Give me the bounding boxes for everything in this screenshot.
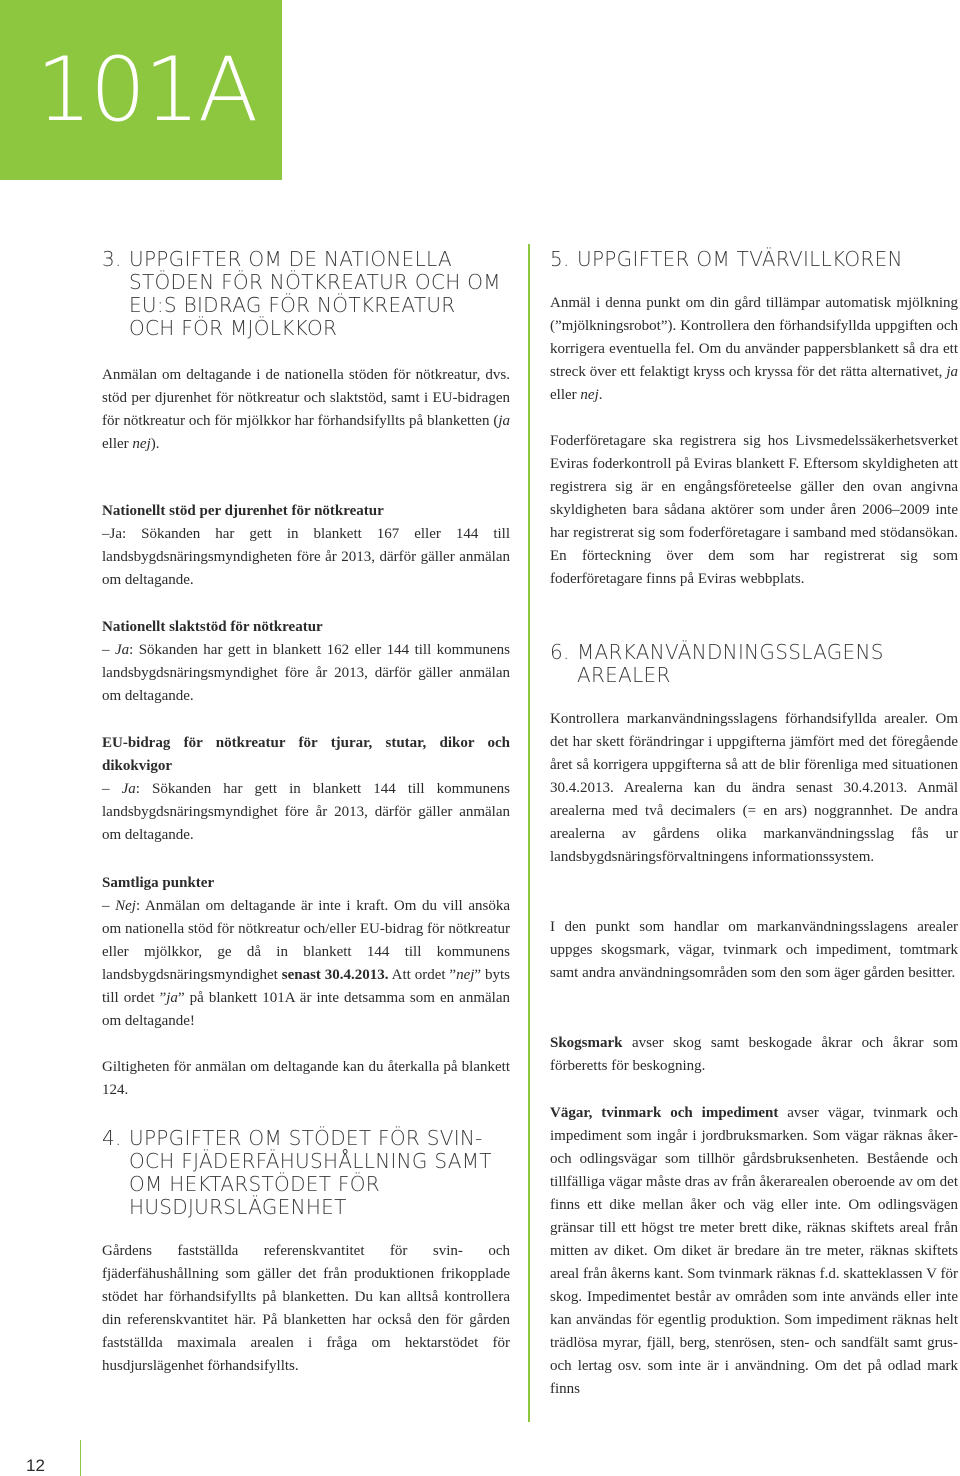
giltighet-paragraph: Giltigheten för anmälan om deltagande kan du återkalla på blankett 124. [102,1059,510,1098]
skogsmark-paragraph: Skogsmark avser skog samt beskogade åkrar och åkrar som förberetts för beskogning. [550,1035,958,1074]
vagar-label: Vägar, tvinmark och impediment [550,1105,779,1121]
page-number: 12 [26,1456,45,1475]
stod-djurenhet-paragraph: Nationellt stöd per djurenhet för nötkreatur –Ja: Sökanden har gett in blankett 167 eller 144 till landsbygdsnäringsmyndigheten före år 2013, därför gäller anmälan om deltagande. [102,503,510,588]
stod-djurenhet-label: Nationellt stöd per djurenhet för nötkreatur [102,503,384,519]
section-3-heading: 3. UPPGIFTER OM DE NATIONELLA STÖDEN FÖR NÖTKREATUR OCH OM EU:S BIDRAG FÖR NÖTKREATUR OCH FÖR MJÖLKKOR [102,247,501,340]
section-5-heading: 5. UPPGIFTER OM TVÄRVILLKOREN [550,247,903,271]
section-6-text-2: I den punkt som handlar om markanvändningsslagens arealer uppges skogsmark, vägar, tvinmark och impediment, tomtmark samt andra användningsområden som den som äger gården besitter. [550,919,958,981]
eu-bidrag-paragraph: EU-bidrag för nötkreatur för tjurar, stutar, dikor och dikokvigor – Ja: Sökanden har gett in blankett 144 till kommunens landsbygdsnäringsmyndighet före år 2013, därför gäller anmälan om deltagande. [102,735,511,843]
sidebar-rule [80,1440,81,1476]
eu-bidrag-label: EU-bidrag för nötkreatur för tjurar, stutar, dikor och dikokvigor [102,735,510,774]
slaktstod-paragraph: Nationellt slaktstöd för nötkreatur – Ja: Sökanden har gett in blankett 162 eller 144 till kommunens landsbygdsnäringsmyndighet före år 2013, därför gäller anmälan om deltagande. [102,619,511,704]
vagar-paragraph: Vägar, tvinmark och impediment avser vägar, tvinmark och impediment som ingår i jordbruksmarken. Som vägar räknas åker- och odlingsvägar som tillhör gårdsbruksenheten. Bestående och tillfälliga vägar måste dras av från åkerarealen oberoende av om det finns ett dike mellan åker och väg eller inte. Om odlingsvägen gränsar till ett högst tre meter brett dike, räknas skiftets areal från mitten av diket. Om diket är bredare än tre meter, räknas skiftets areal från åkerns kant. Som tvinmark räknas f.d. skatteklassen V för skog. Impedimentet består av områden som inte används eller inte kan användas för egentlig produktion. Som impediment räknas helt trädlösa myrar, fjäll, berg, stenrösen, sten- och sandfält samt grus- och lertag osv. som inte är i användning. Om det på odlad mark finns [550,1105,959,1397]
samtliga-paragraph: Samtliga punkter – Nej: Anmälan om deltagande är inte i kraft. Om du vill ansöka om nationella stöd för nötkreatur och/eller EU-bidrag för nötkreatur eller mjölkkor, ge då in blankett 144 till kommunens landsbygdsnäringsmyndighet senast 30.4.2013. Att ordet ”nej” byts till ordet ”ja” på blankett 101A är inte detsamma som en anmälan om deltagande! [102,875,510,1029]
section-4-heading: 4. UPPGIFTER OM STÖDET FÖR SVIN- OCH FJÄDERFÄHUSHÅLLNING SAMT OM HEKTARSTÖDET FÖR HUSDJURSLÄGENHET [102,1126,492,1219]
form-number: 101A [36,38,257,141]
slaktstod-label: Nationellt slaktstöd för nötkreatur [102,619,323,635]
section-6-heading: 6. MARKANVÄNDNINGSSLAGENS AREALER [550,640,884,687]
section-4-text: Gårdens fastställda referenskvantitet för svin- och fjäderfähushållning som gäller det från produktionen frikopplade stödet har förhandsifyllts på blanketten. Du kan alltså kontrollera din referenskvantitet här. På blanketten har också den för gården fastställda maximala arealen i fråga om hektarstödet för husdjurslägenhet förhandsifyllts. [102,1243,510,1374]
samtliga-label: Samtliga punkter [102,875,215,891]
section-3-intro: Anmälan om deltagande i de nationella stöden för nötkreatur, dvs. stöd per djurenhet för nötkreatur och slaktstöd, samt i EU-bidragen för nötkreatur och för mjölkkor har förhandsifyllts på blanketten (ja eller nej). [102,367,510,452]
section-5-text-2: Foderföretagare ska registrera sig hos Livsmedelssäkerhetsverket Eviras foderkontroll på Eviras blankett F. Eftersom skyldigheten att registrera sig är en engångsföreteelse gäller den ovan angivna skyldigheten bara sådana aktörer som under åren 2006–2009 inte har registrerat sig som foderföretagare i samband med stödansökan. En förteckning över dem som har registrerat sig som foderföretagare finns på Eviras webbplats. [550,433,958,587]
form-tab [0,0,282,180]
section-5-text-1: Anmäl i denna punkt om din gård tillämpar automatisk mjölkning (”mjölkningsrobot”). Kontrollera den förhandsifyllda uppgiften och korrigera eventuella fel. Om du använder pappersblankett så dra ett streck över ett felaktigt kryss och kryssa för det rätta alternativet, ja eller nej. [550,295,958,403]
column-divider [528,244,530,1422]
skogsmark-label: Skogsmark [550,1035,623,1051]
section-6-text-1: Kontrollera markanvändningsslagens förhandsifyllda arealer. Om det har skett förändringar i uppgifterna jämfört med det föregående året så korrigera uppgifterna så att de blir förenliga med situationen 30.4.2013. Arealerna kan du ändra senast 30.4.2013. Anmäl arealerna med två decimalers (= en ars) noggrannhet. De andra arealerna av gårdens olika markanvändningsslag fås ur landsbygdsnäringsförvaltningens informationssystem. [550,711,958,865]
